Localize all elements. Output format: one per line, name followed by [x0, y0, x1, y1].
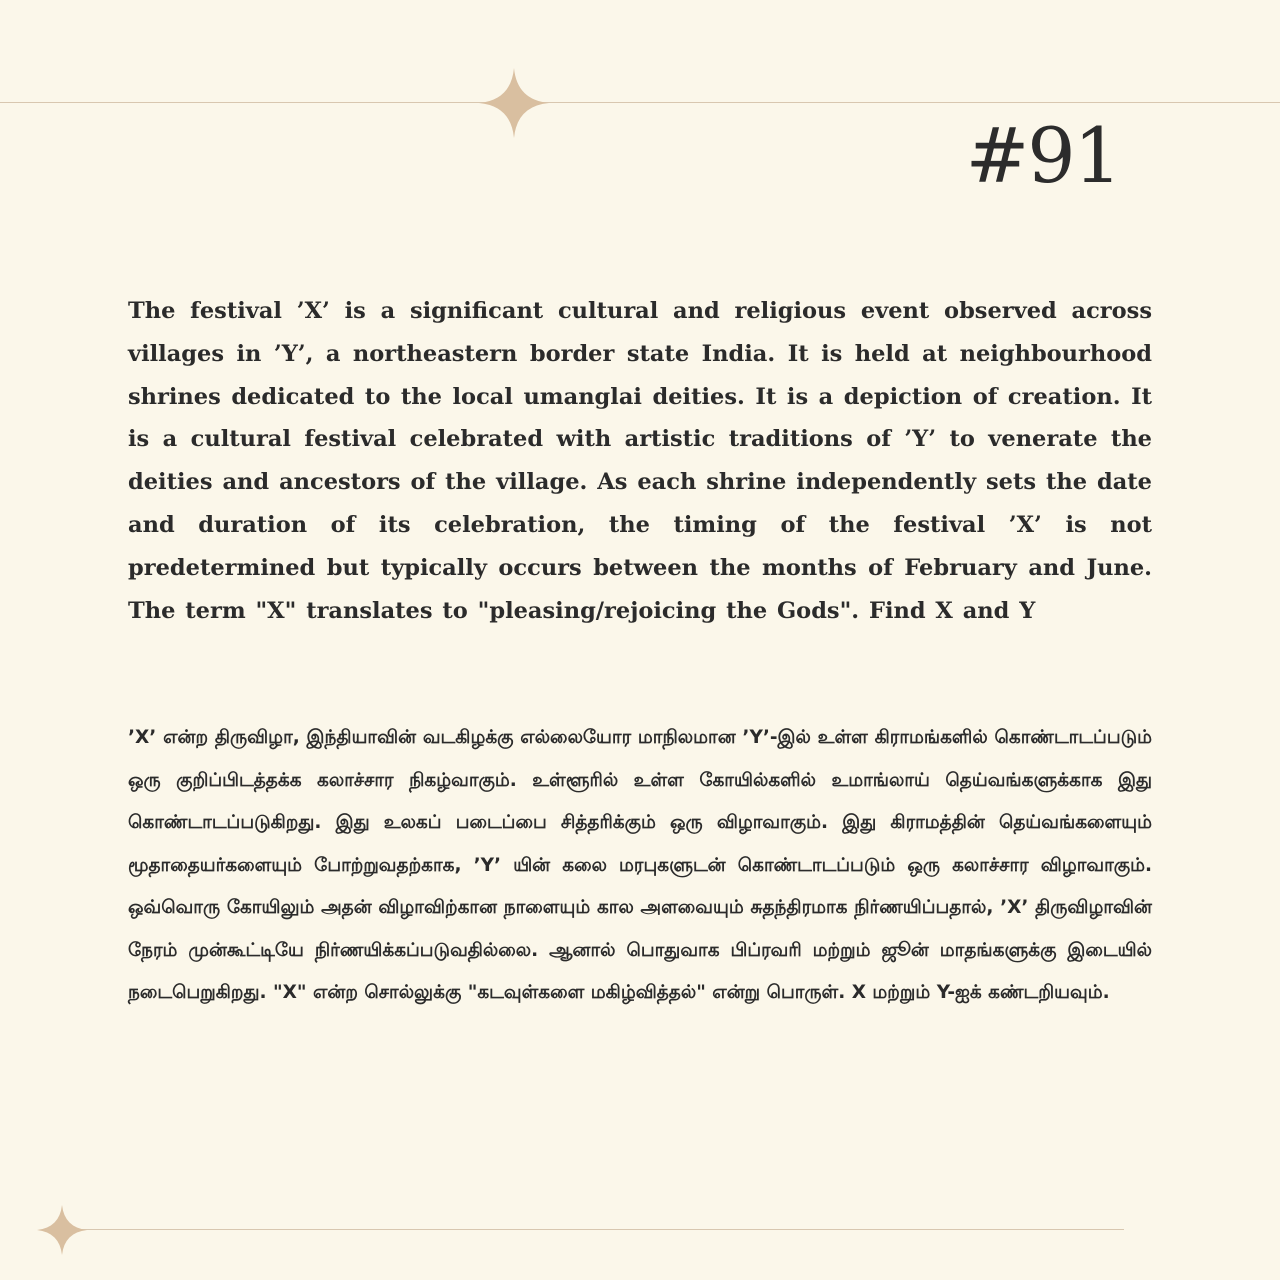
top-divider-line: [0, 102, 1280, 103]
four-point-sparkle-icon: [479, 68, 549, 138]
english-question-paragraph: The festival ’X’ is a significant cultural and religious event observed across villages in ’Y’, a northeastern border state India. It is held at neighbourhood shrines dedicated to the local umanglai deities. It is a depiction of creation. It is a cultural festival celebrated with artistic traditions of ’Y’ to venerate the deities and ancestors of the village. As each shrine independently sets the date and duration of its celebration, the timing of the festival ’X’ is not predetermined but typically occurs between the months of February and June. The term "X" translates to "pleasing/rejoicing the Gods". Find X and Y: [128, 298, 1152, 624]
bottom-divider-line: [62, 1229, 1124, 1230]
question-number: #91: [965, 111, 1120, 200]
tamil-question-paragraph: ’X’ என்ற திருவிழா, இந்தியாவின் வடகிழக்கு எல்லையோர மாநிலமான ’Y’-இல் உள்ள கிராமங்களில் கொண்டாடப்படும் ஒரு குறிப்பிடத்தக்க கலாச்சார நிகழ்வாகும். உள்ளூரில் உள்ள கோயில்களில் உமாங்லாய் தெய்வங்களுக்காக இது கொண்டாடப்படுகிறது. இது உலகப் படைப்பை சித்தரிக்கும் ஒரு விழாவாகும். இது கிராமத்தின் தெய்வங்களையும் மூதாதையர்களையும் போற்றுவதற்காக, ’Y’ யின் கலை மரபுகளுடன் கொண்டாடப்படும் ஒரு கலாச்சார விழாவாகும். ஒவ்வொரு கோயிலும் அதன் விழாவிற்கான நாளையும் கால அளவையும் சுதந்திரமாக நிர்ணயிப்பதால், ’X’ திருவிழாவின் நேரம் முன்கூட்டியே நிர்ணயிக்கப்படுவதில்லை. ஆனால் பொதுவாக பிப்ரவரி மற்றும் ஜூன் மாதங்களுக்கு இடையில் நடைபெறுகிறது. "X" என்ற சொல்லுக்கு "கடவுள்களை மகிழ்வித்தல்" என்று பொருள். X மற்றும் Y-ஐக் கண்டறியவும்.: [128, 727, 1152, 1003]
four-point-sparkle-icon: [37, 1205, 87, 1255]
